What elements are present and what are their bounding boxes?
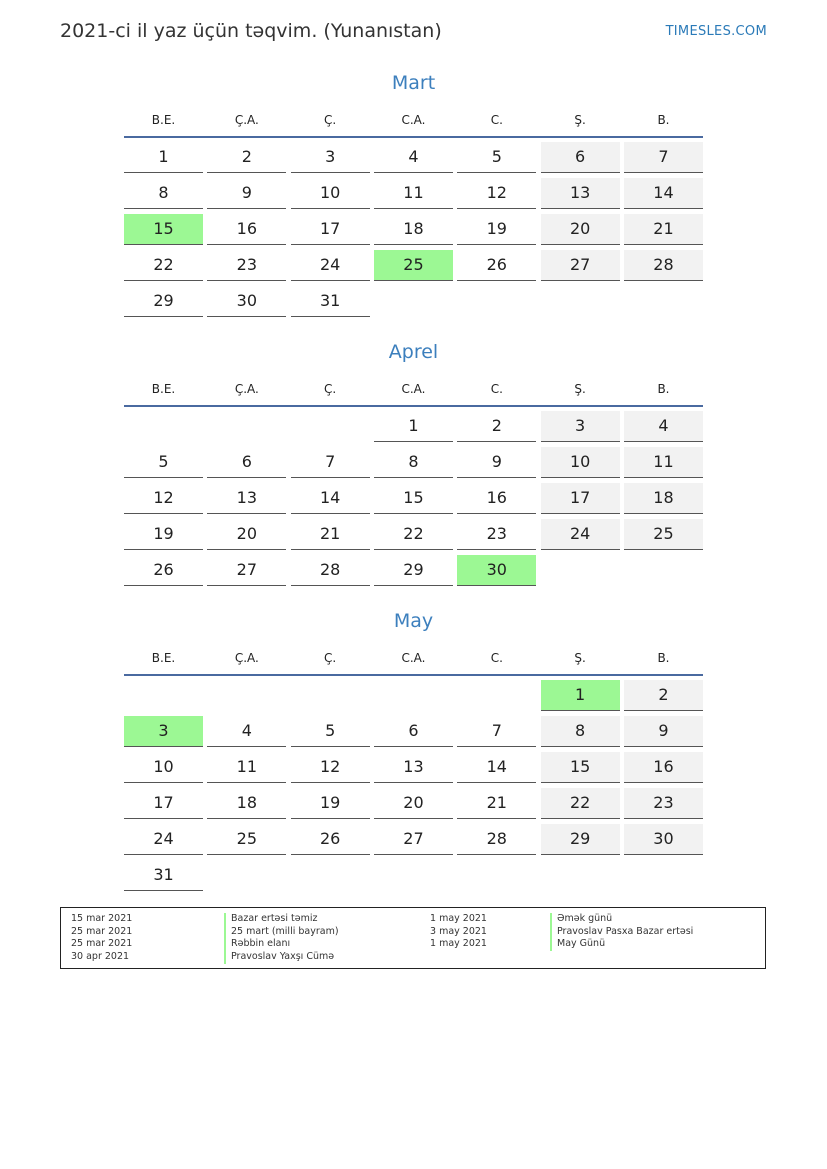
empty-day-cell: [374, 680, 453, 710]
day-cell: 29: [541, 824, 620, 855]
week-row: [124, 250, 703, 282]
empty-day-cell: [457, 286, 536, 316]
day-cell: 15: [374, 483, 453, 514]
legend-holiday-name: Pravoslav Yaxşı Cümə: [224, 951, 339, 964]
day-cell: 25: [374, 250, 453, 281]
week-row: [124, 680, 703, 712]
day-cell: 26: [457, 250, 536, 281]
day-cell: 7: [291, 447, 370, 478]
legend-dates-right: [430, 913, 487, 951]
day-cell: 1: [124, 142, 203, 173]
day-cell: 9: [457, 447, 536, 478]
empty-day-cell: [374, 286, 453, 316]
week-row: [124, 178, 703, 210]
day-cell: 20: [541, 214, 620, 245]
day-cell: 21: [624, 214, 703, 245]
day-cell: 29: [124, 286, 203, 317]
legend-holiday-name: May Günü: [550, 938, 693, 951]
day-cell: 24: [541, 519, 620, 550]
day-cell: 24: [291, 250, 370, 281]
day-cell: 23: [624, 788, 703, 819]
week-row: [124, 214, 703, 246]
header-divider: [124, 405, 703, 407]
page-title: 2021-ci il yaz üçün təqvim. (Yunanıstan): [60, 20, 442, 42]
empty-day-cell: [541, 860, 620, 890]
day-cell: 14: [291, 483, 370, 514]
day-cell: 16: [457, 483, 536, 514]
day-cell: 6: [541, 142, 620, 173]
day-cell: 17: [541, 483, 620, 514]
weekday-label: B.: [657, 113, 670, 127]
empty-day-cell: [207, 680, 286, 710]
day-cell: 12: [124, 483, 203, 514]
day-cell: 26: [124, 555, 203, 586]
day-cell: 24: [124, 824, 203, 855]
day-cell: 11: [624, 447, 703, 478]
week-row: [124, 447, 703, 479]
day-cell: 9: [207, 178, 286, 209]
day-cell: 28: [624, 250, 703, 281]
week-row: [124, 716, 703, 748]
day-cell: 1: [374, 411, 453, 442]
header-divider: [124, 674, 703, 676]
weekday-label: C.A.: [401, 113, 426, 127]
legend-holiday-name: Əmək günü: [550, 913, 693, 926]
month-name: Mart: [391, 72, 436, 94]
week-row: [124, 788, 703, 820]
day-cell: 22: [541, 788, 620, 819]
day-cell: 4: [207, 716, 286, 747]
day-cell: 7: [624, 142, 703, 173]
day-cell: 21: [457, 788, 536, 819]
weekday-label: B.: [657, 651, 670, 665]
day-cell: 17: [291, 214, 370, 245]
day-cell: 26: [291, 824, 370, 855]
day-cell: 6: [374, 716, 453, 747]
day-cell: 30: [207, 286, 286, 317]
day-cell: 3: [291, 142, 370, 173]
day-cell: 4: [374, 142, 453, 173]
weekday-label: C.: [490, 651, 503, 665]
legend-holiday-name: Rəbbin elanı: [224, 938, 339, 951]
day-cell: 25: [207, 824, 286, 855]
day-cell: 5: [124, 447, 203, 478]
day-cell: 13: [374, 752, 453, 783]
day-cell: 28: [457, 824, 536, 855]
empty-day-cell: [291, 860, 370, 890]
weekday-label: B.E.: [151, 382, 176, 396]
legend-names-left: [224, 913, 339, 964]
day-cell: 19: [124, 519, 203, 550]
day-cell: 18: [374, 214, 453, 245]
week-row: [124, 411, 703, 443]
day-cell: 3: [541, 411, 620, 442]
legend-date: 1 may 2021: [430, 938, 487, 950]
day-cell: 16: [207, 214, 286, 245]
empty-day-cell: [291, 680, 370, 710]
weekday-label: C.: [490, 382, 503, 396]
empty-day-cell: [457, 680, 536, 710]
day-cell: 18: [207, 788, 286, 819]
empty-day-cell: [624, 286, 703, 316]
legend-date: 25 mar 2021: [71, 938, 133, 950]
legend-names-right: [550, 913, 693, 951]
day-cell: 31: [124, 860, 203, 891]
weekday-label: Ç.A.: [234, 382, 259, 396]
weekday-label: B.E.: [151, 651, 176, 665]
month-calendar-may: [124, 608, 703, 896]
weekday-label: Ş.: [574, 382, 586, 396]
week-row: [124, 519, 703, 551]
day-cell: 16: [624, 752, 703, 783]
week-row: [124, 860, 703, 892]
day-cell: 28: [291, 555, 370, 586]
day-cell: 27: [374, 824, 453, 855]
legend-date: 15 mar 2021: [71, 913, 133, 924]
weekday-header-row: [124, 642, 703, 674]
day-cell: 2: [207, 142, 286, 173]
day-cell: 10: [291, 178, 370, 209]
weekday-label: Ç.: [324, 651, 337, 665]
legend-holiday-name: 25 mart (milli bayram): [224, 926, 339, 939]
site-link[interactable]: TIMESLES.COM: [665, 24, 767, 39]
weekday-label: B.: [657, 382, 670, 396]
legend-date: 1 may 2021: [430, 913, 487, 924]
day-cell: 13: [541, 178, 620, 209]
weekday-label: B.E.: [151, 113, 176, 127]
day-cell: 5: [457, 142, 536, 173]
header-divider: [124, 136, 703, 138]
empty-day-cell: [457, 860, 536, 890]
day-cell: 18: [624, 483, 703, 514]
day-cell: 17: [124, 788, 203, 819]
day-cell: 23: [457, 519, 536, 550]
day-cell: 3: [124, 716, 203, 747]
day-cell: 8: [124, 178, 203, 209]
week-row: [124, 483, 703, 515]
week-row: [124, 286, 703, 318]
day-cell: 29: [374, 555, 453, 586]
holiday-legend: [60, 907, 766, 969]
weekday-header-row: [124, 104, 703, 136]
day-cell: 8: [541, 716, 620, 747]
day-cell: 22: [124, 250, 203, 281]
day-cell: 21: [291, 519, 370, 550]
day-cell: 25: [624, 519, 703, 550]
day-cell: 5: [291, 716, 370, 747]
day-cell: 12: [291, 752, 370, 783]
legend-holiday-name: Bazar ertəsi təmiz: [224, 913, 339, 926]
day-cell: 23: [207, 250, 286, 281]
empty-day-cell: [624, 860, 703, 890]
day-cell: 6: [207, 447, 286, 478]
empty-day-cell: [624, 555, 703, 585]
empty-day-cell: [124, 411, 203, 441]
day-cell: 2: [457, 411, 536, 442]
week-row: [124, 555, 703, 587]
day-cell: 20: [374, 788, 453, 819]
day-cell: 30: [624, 824, 703, 855]
day-cell: 7: [457, 716, 536, 747]
weekday-label: C.A.: [401, 651, 426, 665]
day-cell: 20: [207, 519, 286, 550]
empty-day-cell: [541, 555, 620, 585]
day-cell: 9: [624, 716, 703, 747]
month-calendar-april: [124, 339, 703, 591]
weekday-label: Ş.: [574, 113, 586, 127]
weekday-label: C.A.: [401, 382, 426, 396]
empty-day-cell: [374, 860, 453, 890]
day-cell: 19: [291, 788, 370, 819]
day-cell: 2: [624, 680, 703, 711]
day-cell: 10: [124, 752, 203, 783]
month-name: Aprel: [388, 341, 439, 363]
weekday-header-row: [124, 373, 703, 405]
day-cell: 19: [457, 214, 536, 245]
day-cell: 8: [374, 447, 453, 478]
month-name: May: [393, 610, 434, 632]
day-cell: 15: [541, 752, 620, 783]
month-calendar-march: [124, 70, 703, 322]
day-cell: 10: [541, 447, 620, 478]
day-cell: 31: [291, 286, 370, 317]
weekday-label: Ş.: [574, 651, 586, 665]
weekday-label: Ç.: [324, 382, 337, 396]
empty-day-cell: [291, 411, 370, 441]
week-row: [124, 824, 703, 856]
day-cell: 30: [457, 555, 536, 586]
weekday-label: C.: [490, 113, 503, 127]
day-cell: 15: [124, 214, 203, 245]
empty-day-cell: [541, 286, 620, 316]
day-cell: 4: [624, 411, 703, 442]
weekday-label: Ç.A.: [234, 113, 259, 127]
day-cell: 27: [541, 250, 620, 281]
empty-day-cell: [207, 860, 286, 890]
day-cell: 14: [457, 752, 536, 783]
legend-date: 25 mar 2021: [71, 925, 133, 937]
legend-dates-left: [71, 913, 132, 964]
week-row: [124, 752, 703, 784]
legend-date: 3 may 2021: [430, 925, 487, 937]
day-cell: 12: [457, 178, 536, 209]
week-row: [124, 142, 703, 174]
empty-day-cell: [207, 411, 286, 441]
day-cell: 11: [207, 752, 286, 783]
day-cell: 11: [374, 178, 453, 209]
weekday-label: Ç.: [324, 113, 337, 127]
weekday-label: Ç.A.: [234, 651, 259, 665]
legend-date: 30 apr 2021: [71, 951, 130, 963]
day-cell: 22: [374, 519, 453, 550]
empty-day-cell: [124, 680, 203, 710]
legend-holiday-name: Pravoslav Pasxa Bazar ertəsi: [550, 926, 693, 939]
day-cell: 27: [207, 555, 286, 586]
day-cell: 13: [207, 483, 286, 514]
day-cell: 14: [624, 178, 703, 209]
day-cell: 1: [541, 680, 620, 711]
